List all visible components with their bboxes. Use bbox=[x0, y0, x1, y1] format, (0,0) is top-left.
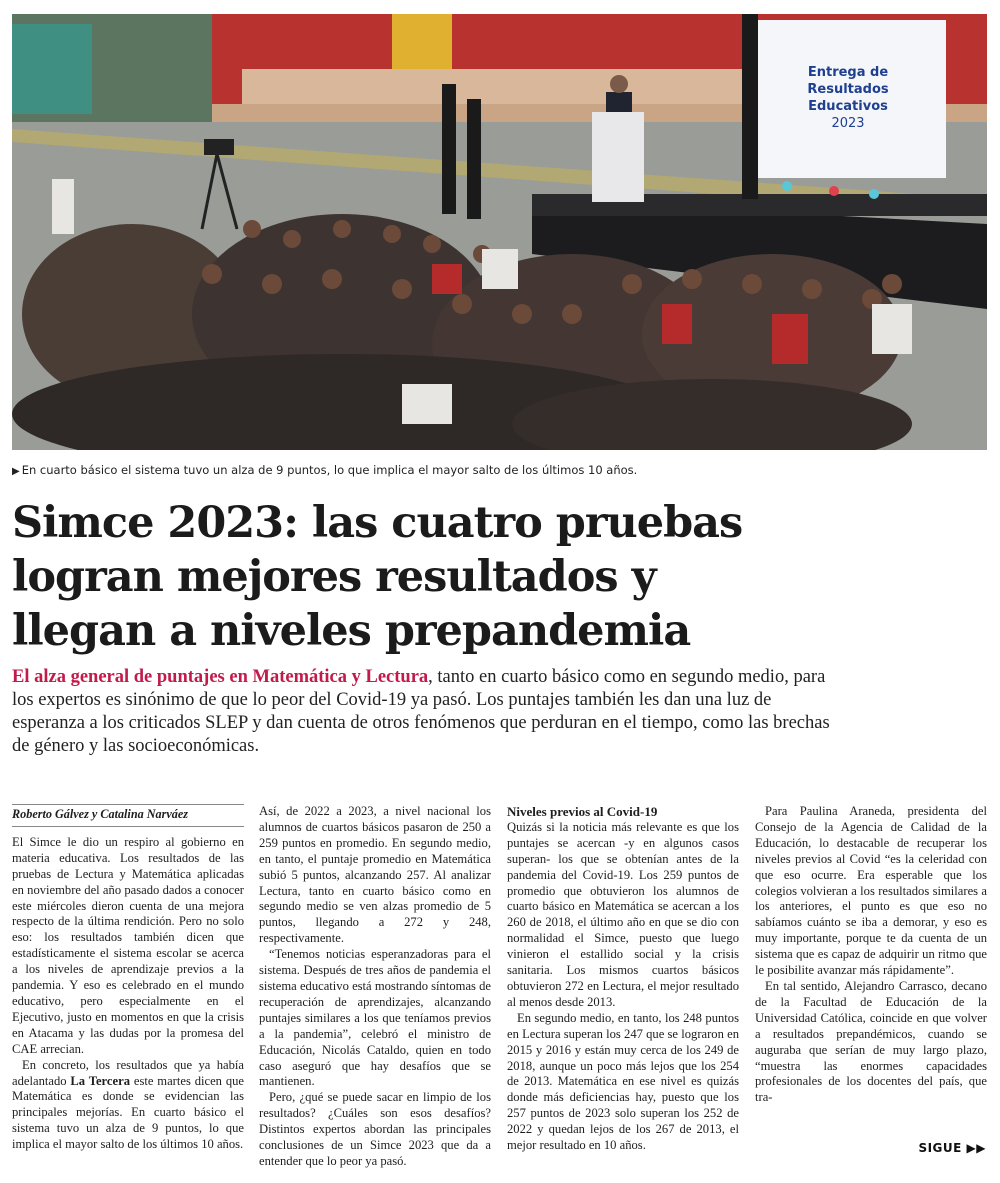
body-paragraph: Para Paulina Araneda, presidenta del Consejo de la Agencia de Calidad de la Educación, lo destacable de recuperar los niveles previos al Covid “es la celeridad con que eso ocurre. Era esperable que los colegios volvieran a los resultados similares a los anteriores, el punto es que eso no sabíamos cuánto se iba a demorar, y eso es muy importante, porque te da cuenta de un sistema que es capaz de adquirir un ritmo que le posibilite avanzar más rápidamente”. bbox=[755, 804, 987, 978]
section-subhead: Niveles previos al Covid-19 bbox=[507, 804, 658, 819]
body-paragraph bbox=[12, 1058, 244, 1153]
headline-line-2: logran mejores resultados y bbox=[12, 552, 656, 602]
photo-caption bbox=[12, 463, 987, 477]
caption-arrow-icon: ▶ bbox=[12, 466, 20, 477]
body-paragraph: Quizás si la noticia más relevante es que los puntajes se acercan -y en algunos casos superan- los que se obtenían antes de la pandemia del Covid-19. Los 259 puntos de promedio que obtuvieron los alumnos de cuarto básico en Matemática se acercan a los 260 de 2018, el último año en que se dio con normalidad el Simce, puesto que luego vinieron el estallido social y la crisis sanitaria. Los mismos cuartos básicos obtuvieron 272 en Lectura, el mejor resultado al menos desde 2013. bbox=[507, 819, 739, 1009]
body-paragraph: El Simce le dio un respiro al gobierno en materia educativa. Los resultados de las pruebas de Lectura y Matemática aplicadas en noviembre del año pasado dados a conocer este miércoles dieron cuenta de una mejora respecto de la última rendición. Pero no solo eso: los resultados también dicen que estadísticamente el sistema escolar se acerca a los niveles de aprendizaje previos a la pandemia. Y eso es celebrado en el mundo educativo, pero especialmente en el Ejecutivo, justo en momentos en que la crisis en Atacama y las dudas por la promesa del CAE arrecian. bbox=[12, 834, 244, 1056]
column-1 bbox=[12, 804, 244, 1153]
headline bbox=[12, 496, 987, 658]
lead-accent: El alza general de puntajes en Matemática y Lectura bbox=[12, 667, 429, 687]
column-3 bbox=[507, 804, 739, 1154]
lead-text: , tanto en cuarto básico como en segundo medio, para los expertos es sinónimo de que lo peor del Covid-19 ya pasó. Los puntajes también les dan una luz de esperanza a los criticados SLEP y dan cuenta de otros fenómenos que perduran en el tiempo, como las brechas de género y las socioeconómicas. bbox=[12, 667, 830, 756]
body-paragraph: “Tenemos noticias esperanzadoras para el sistema. Después de tres años de pandemia el sistema educativo está mostrando síntomas de recuperación de aprendizajes, alcanzando puntajes similares a los que teníamos previos a la pandemia”, celebró el ministro de Educación, Nicolás Cataldo, quien en todo caso aseguró que hay desafíos que se mantienen. bbox=[259, 947, 491, 1089]
event-photo-illustration bbox=[12, 14, 987, 450]
screen-title-line-3: Educativos bbox=[808, 99, 888, 114]
body-paragraph: Así, de 2022 a 2023, a nivel nacional los alumnos de cuartos básicos pasaron de 250 a 259 puntos en promedio. En segundo medio, en tanto, el puntaje promedio en Matemática subió 5 puntos, alcanzando 257. Al analizar Lectura, tanto en cuarto básico como en segundo medio se ven alzas promedio de 5 puntos, llegando a 272 y 248, respectivamente. bbox=[259, 804, 491, 946]
article-photo bbox=[12, 14, 987, 450]
headline-line-1: Simce 2023: las cuatro pruebas bbox=[12, 498, 743, 548]
newspaper-name: La Tercera bbox=[70, 1073, 130, 1088]
byline: Roberto Gálvez y Catalina Narváez bbox=[12, 804, 244, 827]
column-2 bbox=[259, 804, 491, 1170]
screen-title-line-2: Resultados bbox=[807, 82, 889, 97]
headline-line-3: llegan a niveles prepandemia bbox=[12, 606, 691, 656]
screen-title-line-4: 2023 bbox=[831, 116, 865, 131]
caption-text: En cuarto básico el sistema tuvo un alza de 9 puntos, lo que implica el mayor salto de los últimos 10 años. bbox=[21, 463, 638, 477]
body-paragraph: En segundo medio, en tanto, los 248 puntos en Lectura superan los 247 que se lograron en 2015 y 2016 y están muy cerca de los 249 de 2018, aunque un poco más lejos que los 254 de 2013. Matemática en ese nivel es quizás donde más deficiencias hay, puesto que los 257 puntos de 2023 solo superan los 252 de 2022 y quedan lejos de los 267 de 2013, el mejor resultado en 10 años. bbox=[507, 1010, 739, 1153]
body-paragraph: Pero, ¿qué se puede sacar en limpio de los resultados? ¿Cuáles son esos desafíos? Distintos expertos abordan las principales conclusiones de un Simce 2023 que da a entender que lo peor ya pasó. bbox=[259, 1090, 491, 1168]
column-4 bbox=[755, 804, 987, 1106]
body-paragraph: En tal sentido, Alejandro Carrasco, decano de la Facultad de Educación de la Universidad Católica, coincide en que volver a resultados prepandémicos, cuando se auguraba que serían de muy largo plazo, “muestra las enormes capacidades profesionales de los docentes del país, que tra- bbox=[755, 978, 987, 1105]
body-text: este martes dicen que Matemática es donde se evidencian las principales mejorías. En cuarto básico el sistema tuvo un alza de 9 puntos, lo que implica el mayor salto de los últimos 10 años. bbox=[12, 1073, 244, 1152]
lead-paragraph bbox=[12, 666, 842, 758]
continue-marker: SIGUE ▶▶ bbox=[918, 1141, 986, 1155]
screen-title-line-1: Entrega de bbox=[807, 65, 889, 80]
body-text: En concreto, los resultados que ya había adelantado bbox=[12, 1057, 244, 1088]
